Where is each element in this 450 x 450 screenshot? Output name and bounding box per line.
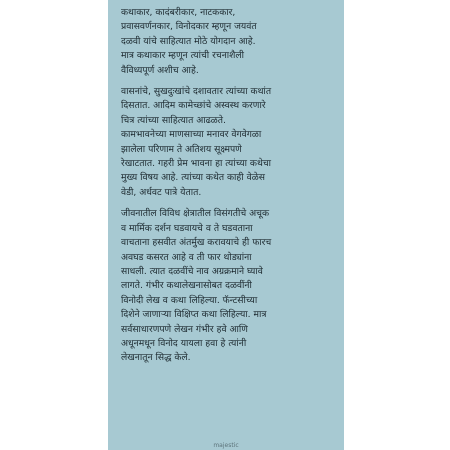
blurb-line: कामभावनेच्या माणसाच्या मनावर वेगवेगळा [121, 129, 262, 141]
blurb-paragraph-2 [121, 49, 336, 78]
blurb-paragraph-1 [121, 6, 336, 49]
blurb-line: साधली. त्यात दळवींचे नाव अग्रक्रमाने घ्यावे [121, 265, 263, 277]
publisher-line: majestic [213, 442, 239, 449]
blurb-line: दिसतात. आदिम कामेच्छांचे अस्वस्थ करणारे [121, 100, 266, 112]
blurb-line: वाचताना हसवीत अंतर्मुख करावयाचे ही फारच [121, 237, 272, 249]
paragraph-gap [121, 200, 336, 207]
blurb-line: अधूनमधून विनोद यायला हवा हे त्यांनी [121, 337, 247, 349]
blurb-line: सर्वसाधारणपणे लेखन गंभीर हवे आणि [121, 323, 248, 335]
blurb-line: मात्र कथाकार म्हणून त्यांची रचनाशैली [121, 50, 245, 62]
blurb-line: अवघड कसरत आहे व ती फार थोड्यांना [121, 251, 252, 263]
blurb-paragraph-3 [121, 85, 336, 200]
blurb-line: विनोदी लेख व कथा लिहिल्या. फॅन्टसीच्या [121, 294, 258, 306]
blurb-line: प्रवासवर्णनकार, विनोदकार म्हणून जयवंत [121, 21, 257, 33]
blurb-line: चित्र त्यांच्या साहित्यात आढळते. [121, 114, 226, 126]
blurb-line: लागते. गंभीर कथालेखनासोबत दळवींनी [121, 280, 252, 292]
blurb-line: मुख्य विषय आहे. त्यांच्या कथेत काही वेळेस [121, 172, 265, 184]
blurb-line: लेखनातून सिद्ध केले. [121, 352, 191, 364]
blurb-line: झालेला परिणाम ते अतिशय सूक्ष्मपणे [121, 143, 242, 155]
back-cover-panel [108, 0, 344, 450]
blurb-line: वासनांचे, सुखदुःखांचे दशावतार त्यांच्या कथांत [121, 86, 272, 98]
blurb-line: दिशेने जाणाऱ्या विक्षिप्त कथा लिहिल्या. मात्र [121, 309, 267, 321]
blurb-paragraph-4 [121, 207, 336, 365]
blurb-line: जीवनातील विविध क्षेत्रातील विसंगतीचे अचूक [121, 208, 270, 220]
blurb-line: कथाकार, कादंबरीकार, नाटककार, [121, 7, 236, 18]
blurb-line: वेडी, अर्धवट पात्रे येतात. [121, 186, 202, 198]
blurb-line: दळवी यांचे साहित्यात मोठे योगदान आहे. [121, 35, 256, 47]
paragraph-gap [121, 78, 336, 85]
blurb-line: रेखाटतात. गहरी प्रेम भावना हा त्यांच्या कथेचा [121, 158, 272, 170]
blurb-line: व मार्मिक दर्शन घडवायचे व ते घडवताना [121, 222, 253, 234]
blurb-line: वैविध्यपूर्ण अशीच आहे. [121, 64, 199, 76]
